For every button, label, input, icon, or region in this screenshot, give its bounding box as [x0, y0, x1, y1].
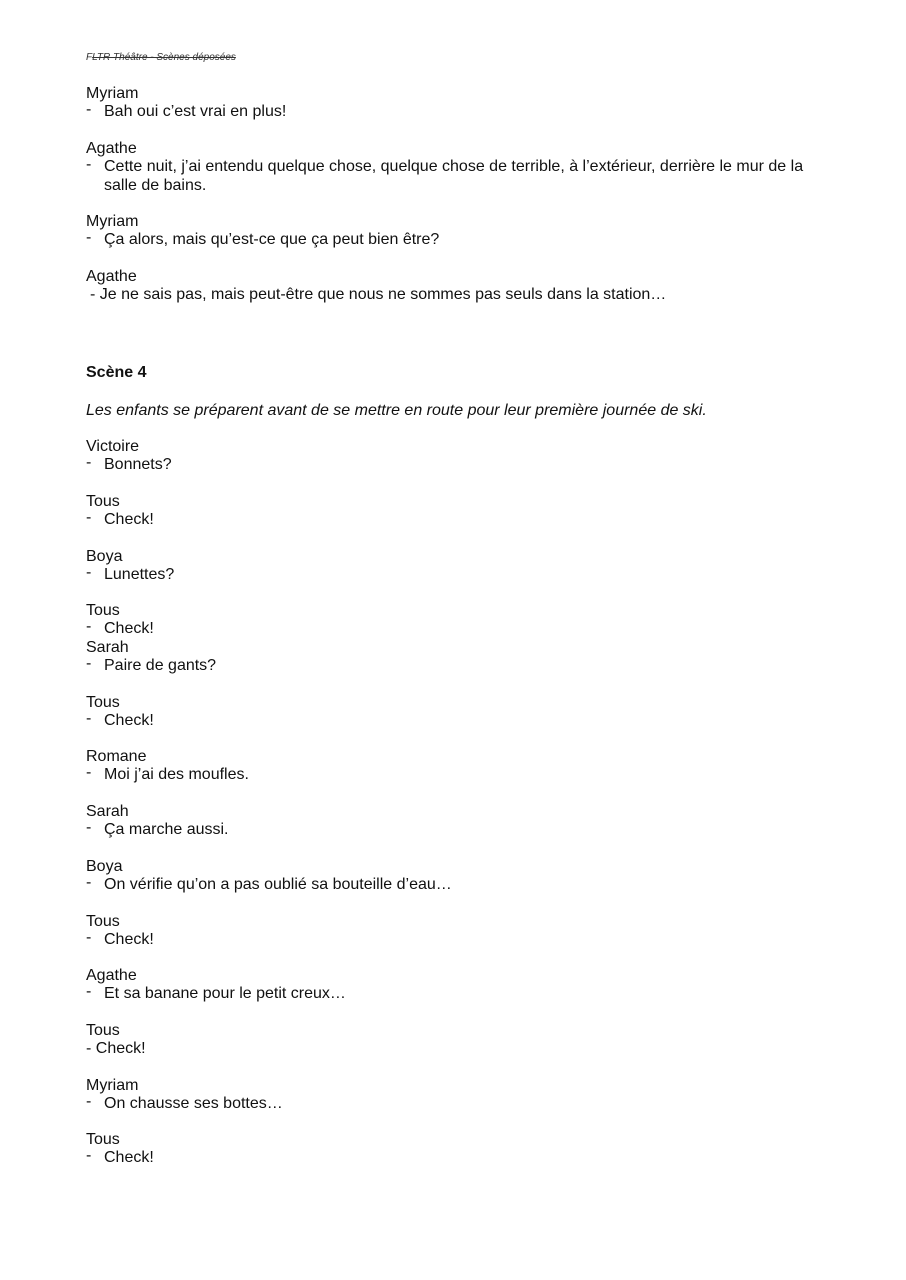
- dialogue-line: - Check!: [86, 929, 154, 949]
- dialogue-line: - Cette nuit, j’ai entendu quelque chose, quelque chose de terrible, à l’extérieur, derrière le mur de la salle de bains.: [86, 156, 804, 194]
- dialogue-line: - On vérifie qu’on a pas oublié sa bouteille d’eau…: [86, 874, 452, 894]
- speaker-name: Tous: [86, 602, 120, 619]
- dialogue-entry: [86, 748, 816, 785]
- running-header: [86, 52, 236, 63]
- dialogue-entry: [86, 438, 816, 475]
- dialogue-line: - Bonnets?: [86, 454, 172, 474]
- dialogue-line: - Moi j’ai des moufles.: [86, 764, 249, 784]
- speaker-name: Tous: [86, 913, 120, 930]
- dialogue-line: - Paire de gants?: [86, 655, 217, 675]
- scene-title: Scène 4: [86, 364, 147, 381]
- dialogue-line: - Check!: [86, 509, 154, 529]
- speaker-name: Myriam: [86, 213, 139, 230]
- speaker-name: Myriam: [86, 85, 139, 102]
- speaker-name: Agathe: [86, 268, 137, 285]
- dialogue-line: - Check!: [86, 710, 154, 730]
- dialogue-line: - On chausse ses bottes…: [86, 1093, 283, 1113]
- dialogue-line: - Check!: [86, 618, 154, 638]
- dialogue-entry: [86, 858, 816, 895]
- dialogue-line: - Ça alors, mais qu’est-ce que ça peut bien être?: [86, 229, 440, 249]
- dialogue-line: - Et sa banane pour le petit creux…: [86, 983, 346, 1003]
- dialogue-entry: [86, 913, 816, 950]
- speaker-name: Tous: [86, 1131, 120, 1148]
- dialogue-entry: [86, 1131, 816, 1168]
- speaker-name: Tous: [86, 694, 120, 711]
- dialogue-entry: [86, 1022, 816, 1059]
- dialogue-entry: [86, 1077, 816, 1114]
- dialogue-entry: [86, 85, 816, 122]
- dialogue-entry: [86, 803, 816, 840]
- dialogue-line: - Lunettes?: [86, 564, 175, 584]
- speaker-name: Sarah: [86, 803, 129, 820]
- dialogue-entry: [86, 548, 816, 585]
- dialogue-entry: [86, 213, 816, 250]
- dialogue-line: - Check!: [86, 1147, 154, 1167]
- speaker-name: Tous: [86, 493, 120, 510]
- dialogue-entry: [86, 602, 816, 639]
- speaker-name: Myriam: [86, 1077, 139, 1094]
- dialogue-line: - Bah oui c’est vrai en plus!: [86, 101, 287, 121]
- speaker-name: Boya: [86, 858, 123, 875]
- dialogue-entry: [86, 268, 816, 305]
- dialogue-line: - Ça marche aussi.: [86, 819, 229, 839]
- dialogue-entry: [86, 140, 816, 195]
- speaker-name: Agathe: [86, 967, 137, 984]
- dialogue-entry: [86, 639, 816, 676]
- header-text: LTR Théâtre - Scènes déposées: [92, 52, 236, 63]
- dialogue-line: - Je ne sais pas, mais peut-être que nous ne sommes pas seuls dans la station…: [90, 286, 667, 304]
- dialogue-entry: [86, 493, 816, 530]
- speaker-name: Tous: [86, 1022, 120, 1039]
- dialogue-line: - Check!: [86, 1040, 146, 1058]
- speaker-name: Victoire: [86, 438, 140, 455]
- dialogue-entry: [86, 967, 816, 1004]
- speaker-name: Sarah: [86, 639, 129, 656]
- header-prefix: F: [86, 52, 93, 63]
- speaker-name: Romane: [86, 748, 147, 765]
- speaker-name: Agathe: [86, 140, 137, 157]
- stage-direction: Les enfants se préparent avant de se mettre en route pour leur première journée de ski.: [86, 402, 707, 419]
- speaker-name: Boya: [86, 548, 123, 565]
- dialogue-entry: [86, 694, 816, 731]
